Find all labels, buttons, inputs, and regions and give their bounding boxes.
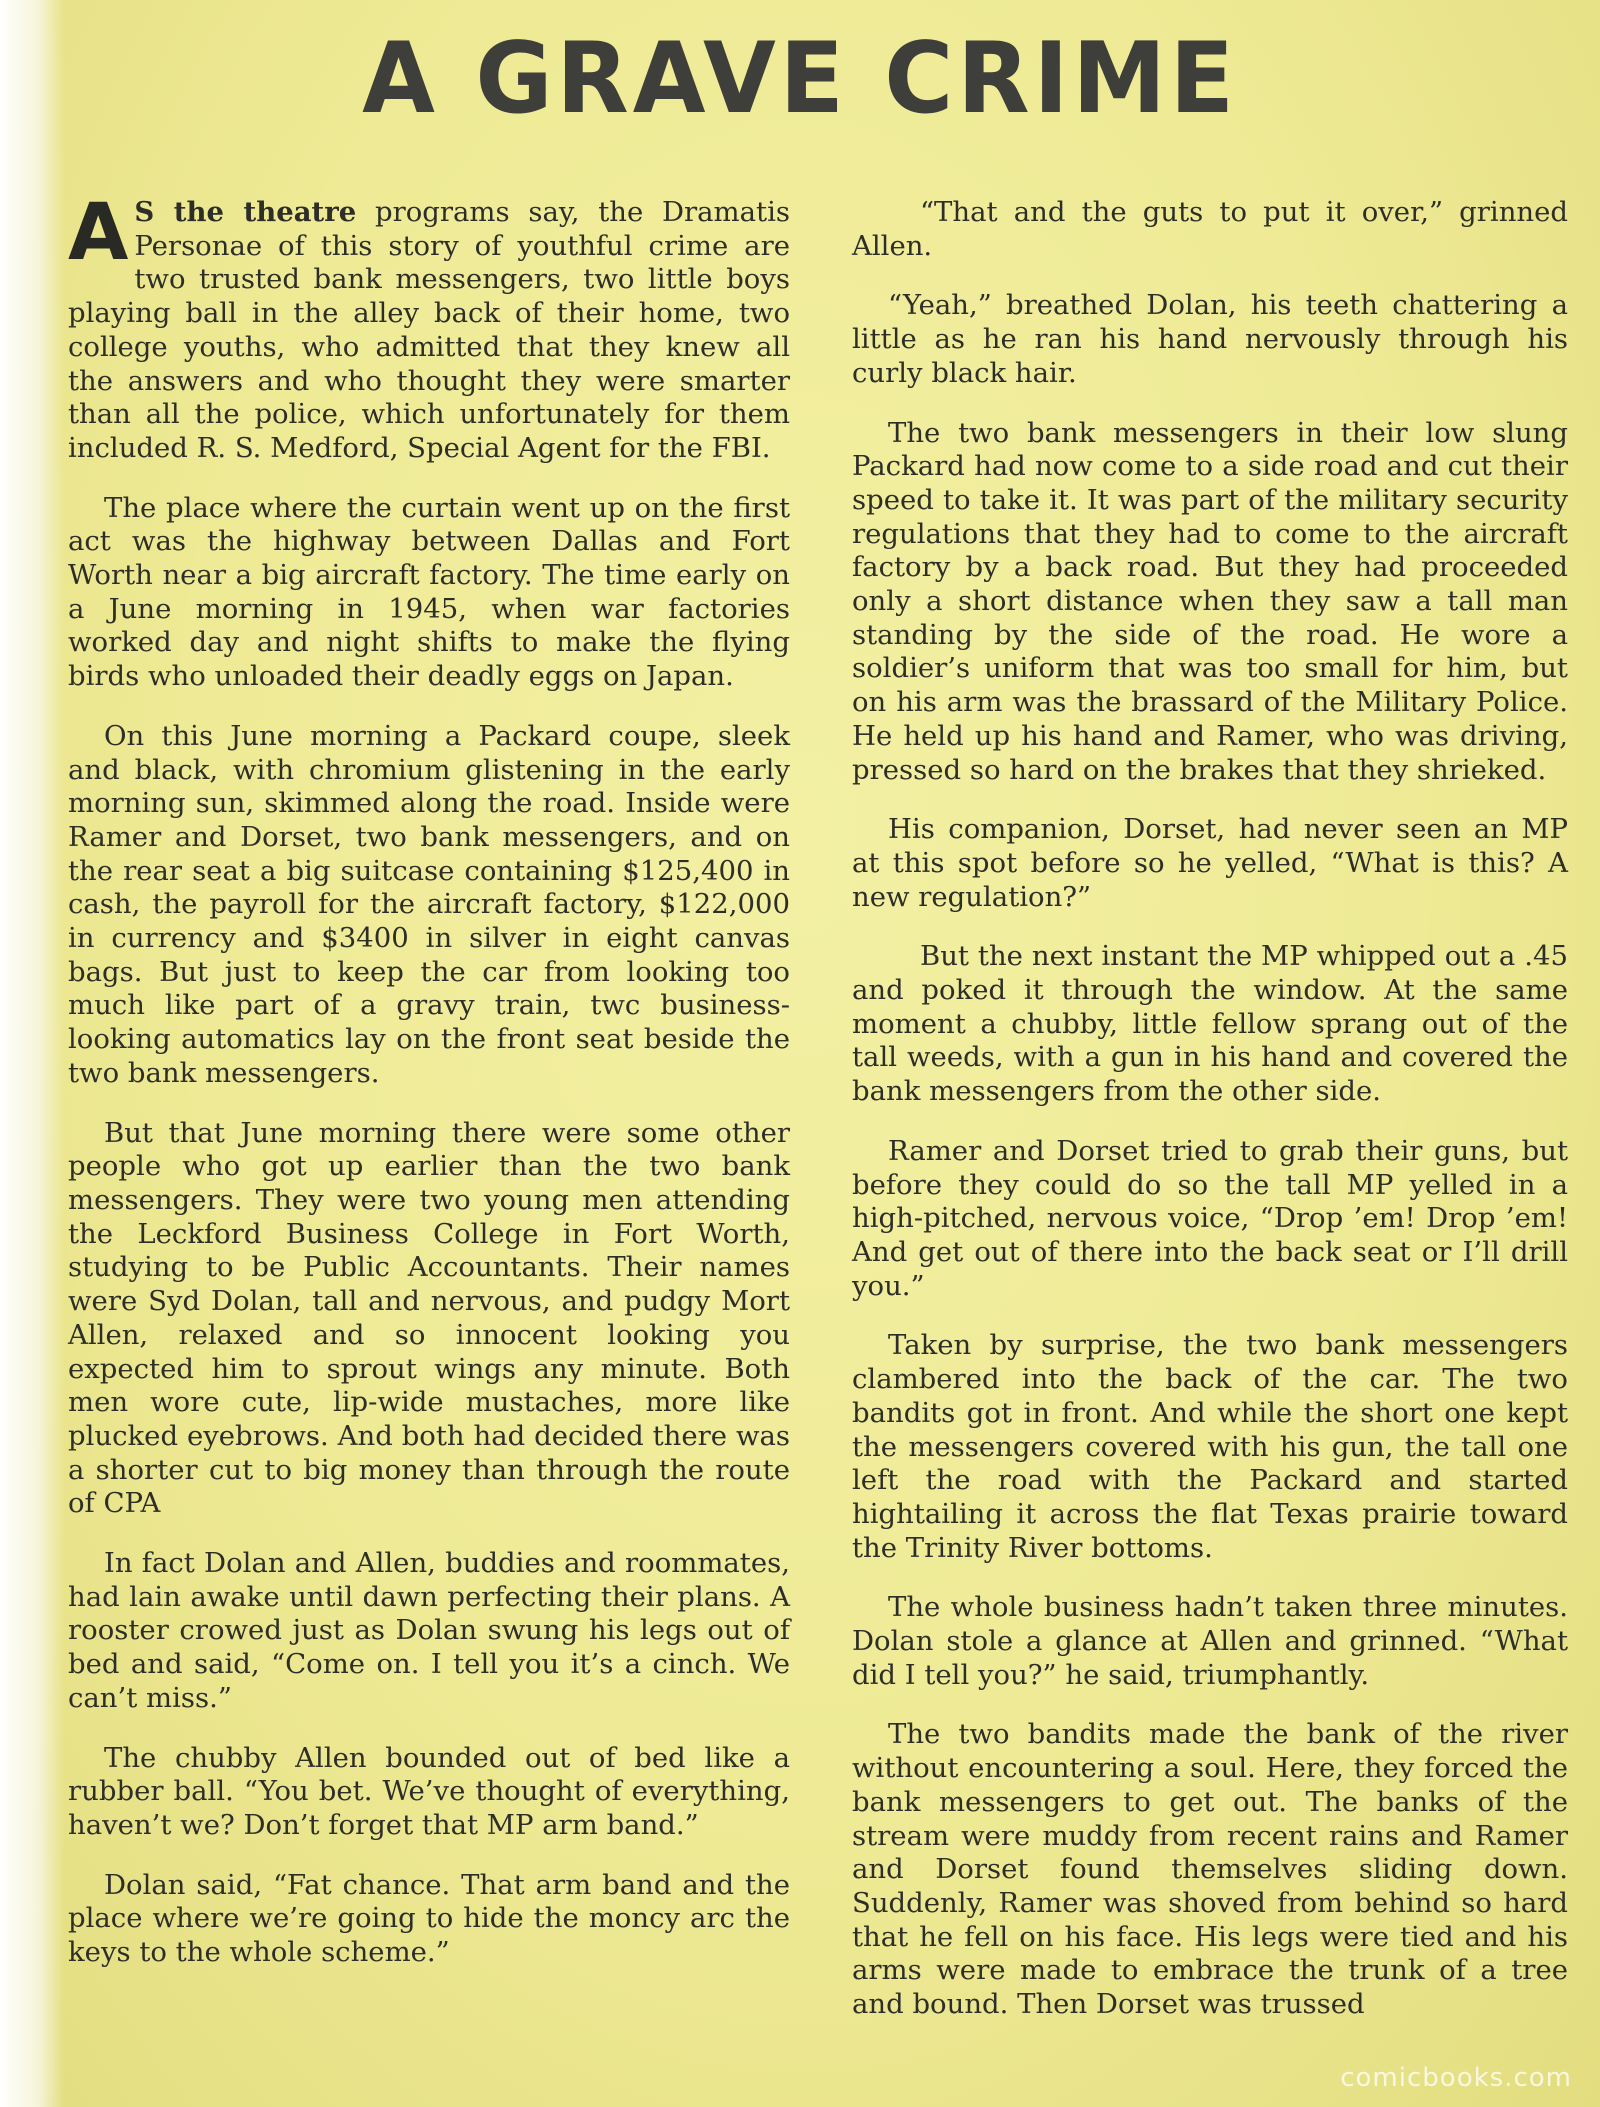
article-title: A GRAVE CRIME	[362, 22, 1238, 136]
drop-cap: A	[68, 188, 129, 278]
paragraph: Ramer and Dorset tried to grab their guns, but before they could do so the tall MP yelled in a high-pitched, nervous voice, “Drop ’em! Drop ’em! And get out of there into the back seat or I’ll drill you.”	[852, 1134, 1568, 1302]
paragraph: The two bank messengers in their low slung Packard had now come to a side road and cut their speed to take it. It was part of the military security regulations that they had to come to the aircraft factory by a back road. But they had proceeded only a short distance when they saw a tall man standing by the side of the road. He wore a soldier’s uniform that was too small for him, but on his arm was the brassard of the Military Police. He held up his hand and Ramer, who was driving, pressed so hard on the brakes that they shrieked.	[852, 416, 1568, 786]
paragraph: In fact Dolan and Allen, buddies and roommates, had lain awake until dawn perfecting their plans. A rooster crowed just as Dolan swung his legs out of bed and said, “Come on. I tell you it’s a cinch. We can’t miss.”	[68, 1547, 790, 1714]
paragraph: The whole business hadn’t taken three minutes. Dolan stole a glance at Allen and grinned. “What did I tell you?” he said, triumphantly.	[852, 1591, 1568, 1691]
page-edge-shadow	[0, 0, 64, 2107]
paragraph: Dolan said, “Fat chance. That arm band and the place where we’re going to hide the moncy arc the keys to the whole scheme.”	[68, 1868, 790, 1969]
right-column	[852, 196, 1568, 2048]
paragraph: On this June morning a Packard coupe, sleek and black, with chromium glistening in the early morning sun, skimmed along the road. Inside were Ramer and Dorset, two bank messengers, and on the rear seat a big suitcase containing $125,400 in cash, the payroll for the aircraft factory, $122,000 in currency and $3400 in silver in eight canvas bags. But just to keep the car from looking too much like part of a gravy train, twc business-looking automatics lay on the front seat beside the two bank messengers.	[68, 719, 790, 1089]
watermark: comicbooks.com	[1340, 2063, 1572, 2093]
paragraph: But the next instant the MP whipped out a .45 and poked it through the window. At the same moment a chubby, little fellow sprang out of the tall weeds, with a gun in his hand and covered the bank messengers from the other side.	[852, 940, 1568, 1108]
paragraph	[68, 188, 790, 466]
paragraph: Taken by surprise, the two bank messengers clambered into the back of the car. The two bandits got in front. And while the short one kept the messengers covered with his gun, the tall one left the road with the Packard and started hightailing it across the flat Texas prairie toward the Trinity River bottoms.	[852, 1329, 1568, 1564]
paragraph: But that June morning there were some other people who got up earlier than the two bank messengers. They were two young men attending the Leckford Business College in Fort Worth, studying to be Public Accountants. Their names were Syd Dolan, tall and nervous, and pudgy Mort Allen, relaxed and so innocent looking you expected him to sprout wings any minute. Both men wore cute, lip-wide mustaches, more like plucked eyebrows. And both had decided there was a shorter cut to big money than through the route of CPA	[68, 1116, 790, 1520]
paragraph: The place where the curtain went up on the first act was the highway between Dallas and Fort Worth near a big aircraft factory. The time early on a June morning in 1945, when war factories worked day and night shifts to make the flying birds who unloaded their deadly eggs on Japan.	[68, 491, 790, 693]
paragraph: “Yeah,” breathed Dolan, his teeth chattering a little as he ran his hand nervously through his curly black hair.	[852, 289, 1568, 389]
left-column	[68, 188, 790, 1996]
paragraph: The chubby Allen bounded out of bed like a rubber ball. “You bet. We’ve thought of everything, haven’t we? Don’t forget that MP arm band.”	[68, 1741, 790, 1841]
paragraph: His companion, Dorset, had never seen an MP at this spot before so he yelled, “What is this? A new regulation?”	[852, 813, 1568, 913]
paragraph: The two bandits made the bank of the river without encountering a soul. Here, they forced the bank messengers to get out. The banks of the stream were muddy from recent rains and Ramer and Dorset found themselves sliding down. Suddenly, Ramer was shoved from behind so hard that he fell on his face. His legs were tied and his arms were made to embrace the trunk of a tree and bound. Then Dorset was trussed	[852, 1718, 1568, 2021]
lead-in: S the theatre	[134, 196, 357, 228]
paragraph: “That and the guts to put it over,” grinned Allen.	[852, 196, 1568, 262]
paragraph-text: programs say, the Dramatis Personae of this story of youthful crime are two trusted bank messengers, two little boys playing ball in the alley back of their home, two college youths, who admitted that they knew all the answers and who thought they were smarter than all the police, which unfortunately for them included R. S. Medford, Special Agent for the FBI.	[68, 196, 790, 464]
